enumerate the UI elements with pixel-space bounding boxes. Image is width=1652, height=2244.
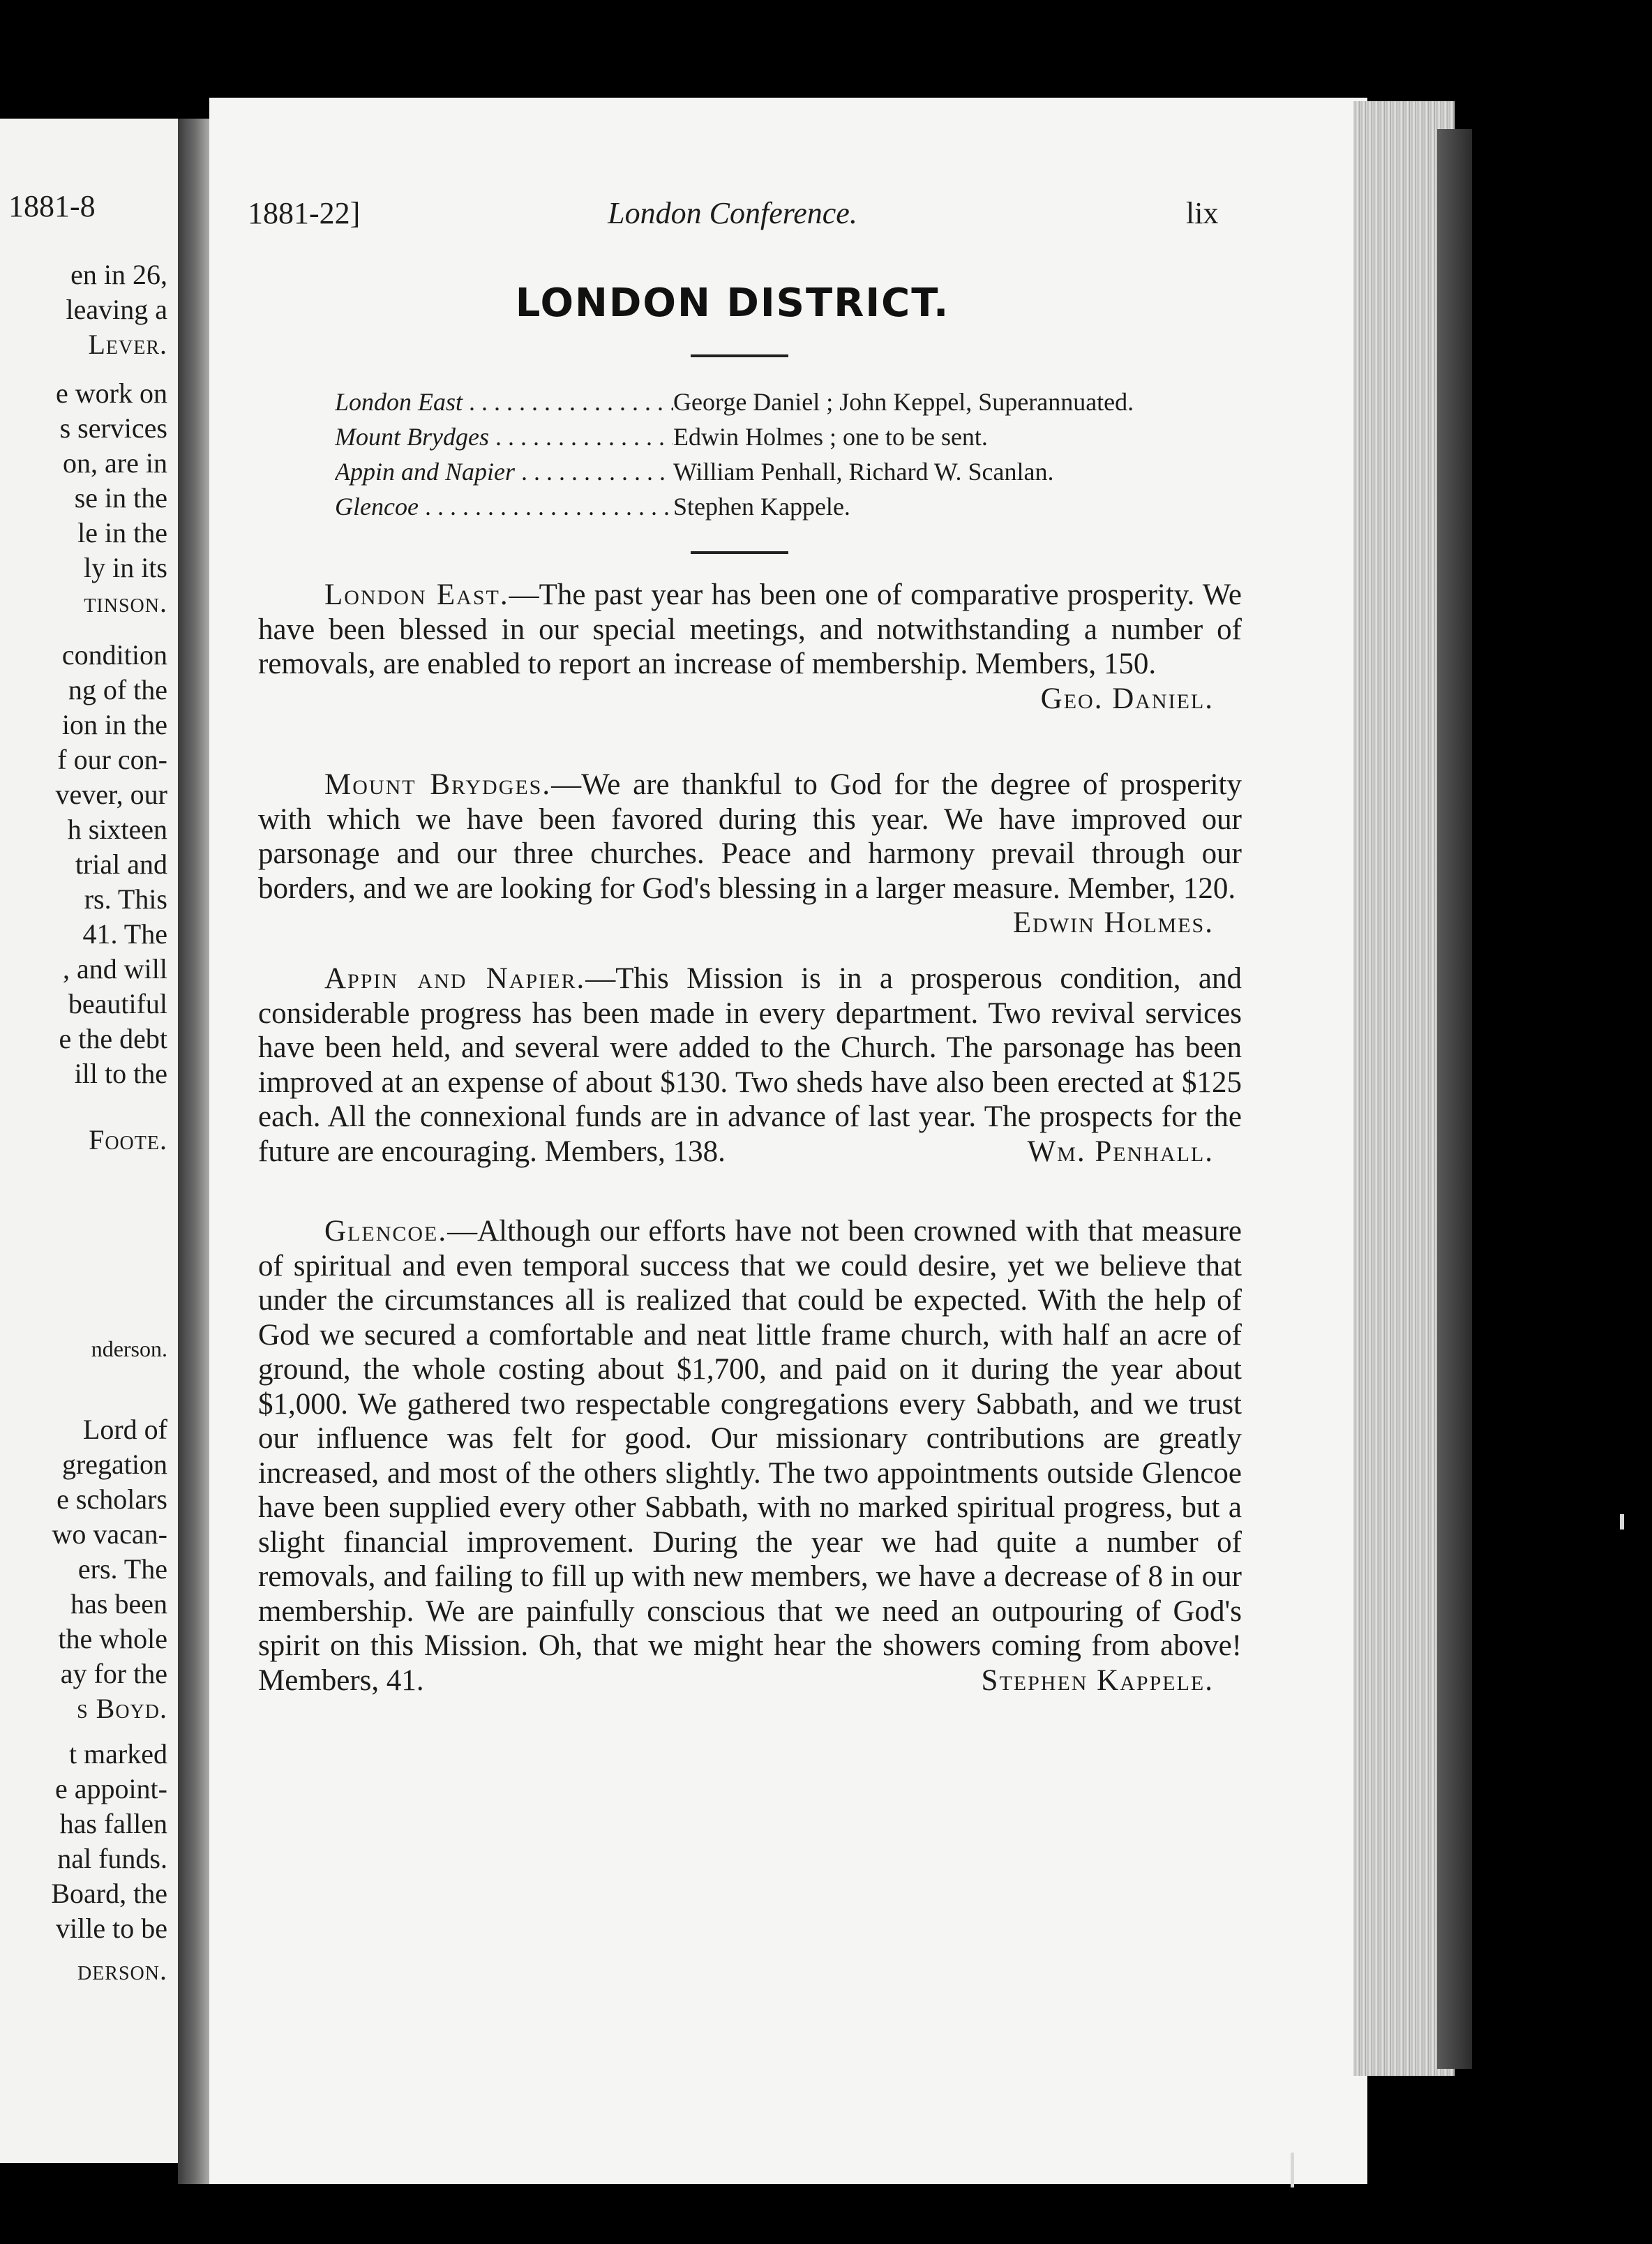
- previous-page-line: gregation: [61, 1449, 167, 1480]
- previous-page-line: Board, the: [51, 1878, 167, 1909]
- appointment-row: [335, 492, 1312, 527]
- previous-page-line: condition: [61, 639, 167, 671]
- previous-page-header: 1881-8: [8, 189, 96, 223]
- list-rule: [691, 551, 788, 554]
- report-text: —The past year has been one of comparative prosperity. We have been blessed in our special meetings, and notwithstanding a number of removals, are enabled to report an increase of membership. Members, 150.: [258, 578, 1242, 680]
- scan-speck: [1291, 2153, 1294, 2187]
- previous-page-line: ion in the: [61, 709, 167, 740]
- previous-page: [0, 119, 178, 2163]
- previous-page-line: ers. The: [77, 1553, 167, 1585]
- previous-page-line: s services: [59, 412, 167, 444]
- previous-page-line: e work on: [56, 377, 167, 409]
- page-number: lix: [1186, 196, 1219, 230]
- report-mount-brydges: [258, 768, 1242, 941]
- report-heading: Appin and Napier.: [324, 962, 586, 995]
- running-title: London Conference.: [608, 196, 857, 230]
- appointment-names: George Daniel ; John Keppel, Superannuated.: [673, 388, 1134, 416]
- previous-page-line: s Boyd.: [77, 1693, 167, 1724]
- report-signature: Stephen Kappele.: [981, 1663, 1214, 1697]
- report-london-east: [258, 578, 1242, 716]
- report-text: —This Mission is in a prosperous condition, and considerable progress has been made in every department. Two revival services have been held, and several were added to the Church. The parsonage has been improved at an expense of about $130. Two sheds have also been erected at $125 each. All the connexional funds are in advance of last year. The prospects for the future are encouraging. Members, 138.: [258, 962, 1242, 1168]
- report-heading: London East.: [324, 578, 509, 611]
- report-signature: Wm. Penhall.: [1027, 1135, 1214, 1168]
- previous-page-line: se in the: [74, 482, 167, 514]
- previous-page-line: derson.: [77, 1954, 167, 1986]
- previous-page-line: le in the: [77, 517, 167, 548]
- previous-page-line: t marked: [68, 1738, 167, 1770]
- previous-page-line: en in 26,: [70, 259, 167, 290]
- report-heading: Mount Brydges.: [324, 768, 552, 801]
- report-appin-napier: [258, 962, 1242, 1169]
- appointment-place: Mount Brydges . . .: [335, 422, 673, 451]
- previous-page-line: , and will: [63, 953, 167, 985]
- appointment-names: William Penhall, Richard W. Scanlan.: [673, 458, 1054, 486]
- previous-page-line: ay for the: [60, 1658, 167, 1689]
- previous-page-line: the whole: [58, 1623, 167, 1654]
- title-rule: [691, 354, 788, 357]
- previous-page-line: rs. This: [84, 883, 167, 915]
- appointments-list: [335, 387, 1312, 527]
- previous-page-line: on, are in: [63, 447, 167, 479]
- previous-page-line: ly in its: [83, 552, 167, 583]
- previous-page-line: f our con-: [57, 744, 167, 775]
- appointment-place: Glencoe . . .: [335, 492, 673, 521]
- report-text: —We are thankful to God for the degree of prosperity with which we have been favored during this year. We have improved our parsonage and our three churches. Peace and harmony prevail through our borders, and we are looking for God's blessing in a larger measure. Member, 120.: [258, 768, 1242, 905]
- previous-page-line: ng of the: [68, 674, 167, 705]
- previous-page-line: Lord of: [82, 1414, 167, 1445]
- report-signature: Edwin Holmes.: [1012, 906, 1214, 939]
- appointment-names: Edwin Holmes ; one to be sent.: [673, 423, 988, 451]
- previous-page-line: e appoint-: [54, 1773, 167, 1804]
- scan-speck: [1620, 1514, 1624, 1529]
- previous-page-line: 41. The: [82, 918, 167, 950]
- report-text: —Although our efforts have not been crowned with that measure of spiritual and even temporal success that we could desire, yet we believe that under the circumstances all is realized that could be expected. With the help of God we secured a comfortable and neat little frame church, with half an acre of ground, the whole costing about $1,700, and paid on it during the year about $1,000. We gathered two respectable congregations every Sabbath, and we trust our influence was felt for good. Our missionary contributions are greatly increased, and most of the others slightly. The two appointments outside Glencoe have been supplied every other Sabbath, with no marked spiritual progress, but a slight financial improvement. During the year we had quite a number of removals, and failing to fill up with new members, we have a decrease of 8 in our membership. We are painfully conscious that we need an outpouring of God's spirit on this Mission. Oh, that we might hear the showers coming from above! Members, 41.: [258, 1215, 1242, 1697]
- appointment-row: [335, 457, 1312, 492]
- page-header-year: 1881-22]: [248, 196, 361, 230]
- appointment-place: Appin and Napier . . .: [335, 457, 673, 486]
- previous-page-line: Lever.: [88, 329, 167, 360]
- previous-page-line: nderson.: [91, 1336, 167, 1361]
- appointment-row: [335, 387, 1312, 422]
- previous-page-line: nal funds.: [57, 1843, 167, 1874]
- previous-page-line: h sixteen: [67, 814, 167, 845]
- previous-page-line: leaving a: [66, 294, 167, 325]
- previous-page-line: has fallen: [59, 1808, 167, 1839]
- previous-page-line: ill to the: [74, 1058, 167, 1089]
- previous-page-line: trial and: [75, 848, 167, 880]
- report-glencoe: [258, 1214, 1242, 1698]
- previous-page-line: wo vacan-: [52, 1518, 167, 1550]
- previous-page-line: e scholars: [57, 1483, 167, 1515]
- previous-page-line: beautiful: [68, 988, 167, 1019]
- appointment-row: [335, 422, 1312, 457]
- appointment-names: Stephen Kappele.: [673, 493, 850, 521]
- appointment-place: London East . . .: [335, 387, 673, 417]
- previous-page-line: vever, our: [55, 779, 167, 810]
- previous-page-line: ville to be: [56, 1913, 167, 1944]
- previous-page-line: Foote.: [89, 1124, 167, 1155]
- previous-page-line: tinson.: [84, 587, 167, 618]
- previous-page-line: has been: [70, 1588, 167, 1620]
- previous-page-line: e the debt: [59, 1023, 167, 1054]
- report-signature: Geo. Daniel.: [1040, 682, 1214, 715]
- report-heading: Glencoe.: [324, 1215, 448, 1248]
- book-edge-shadow: [1437, 129, 1472, 2069]
- district-title: LONDON DISTRICT.: [515, 280, 950, 326]
